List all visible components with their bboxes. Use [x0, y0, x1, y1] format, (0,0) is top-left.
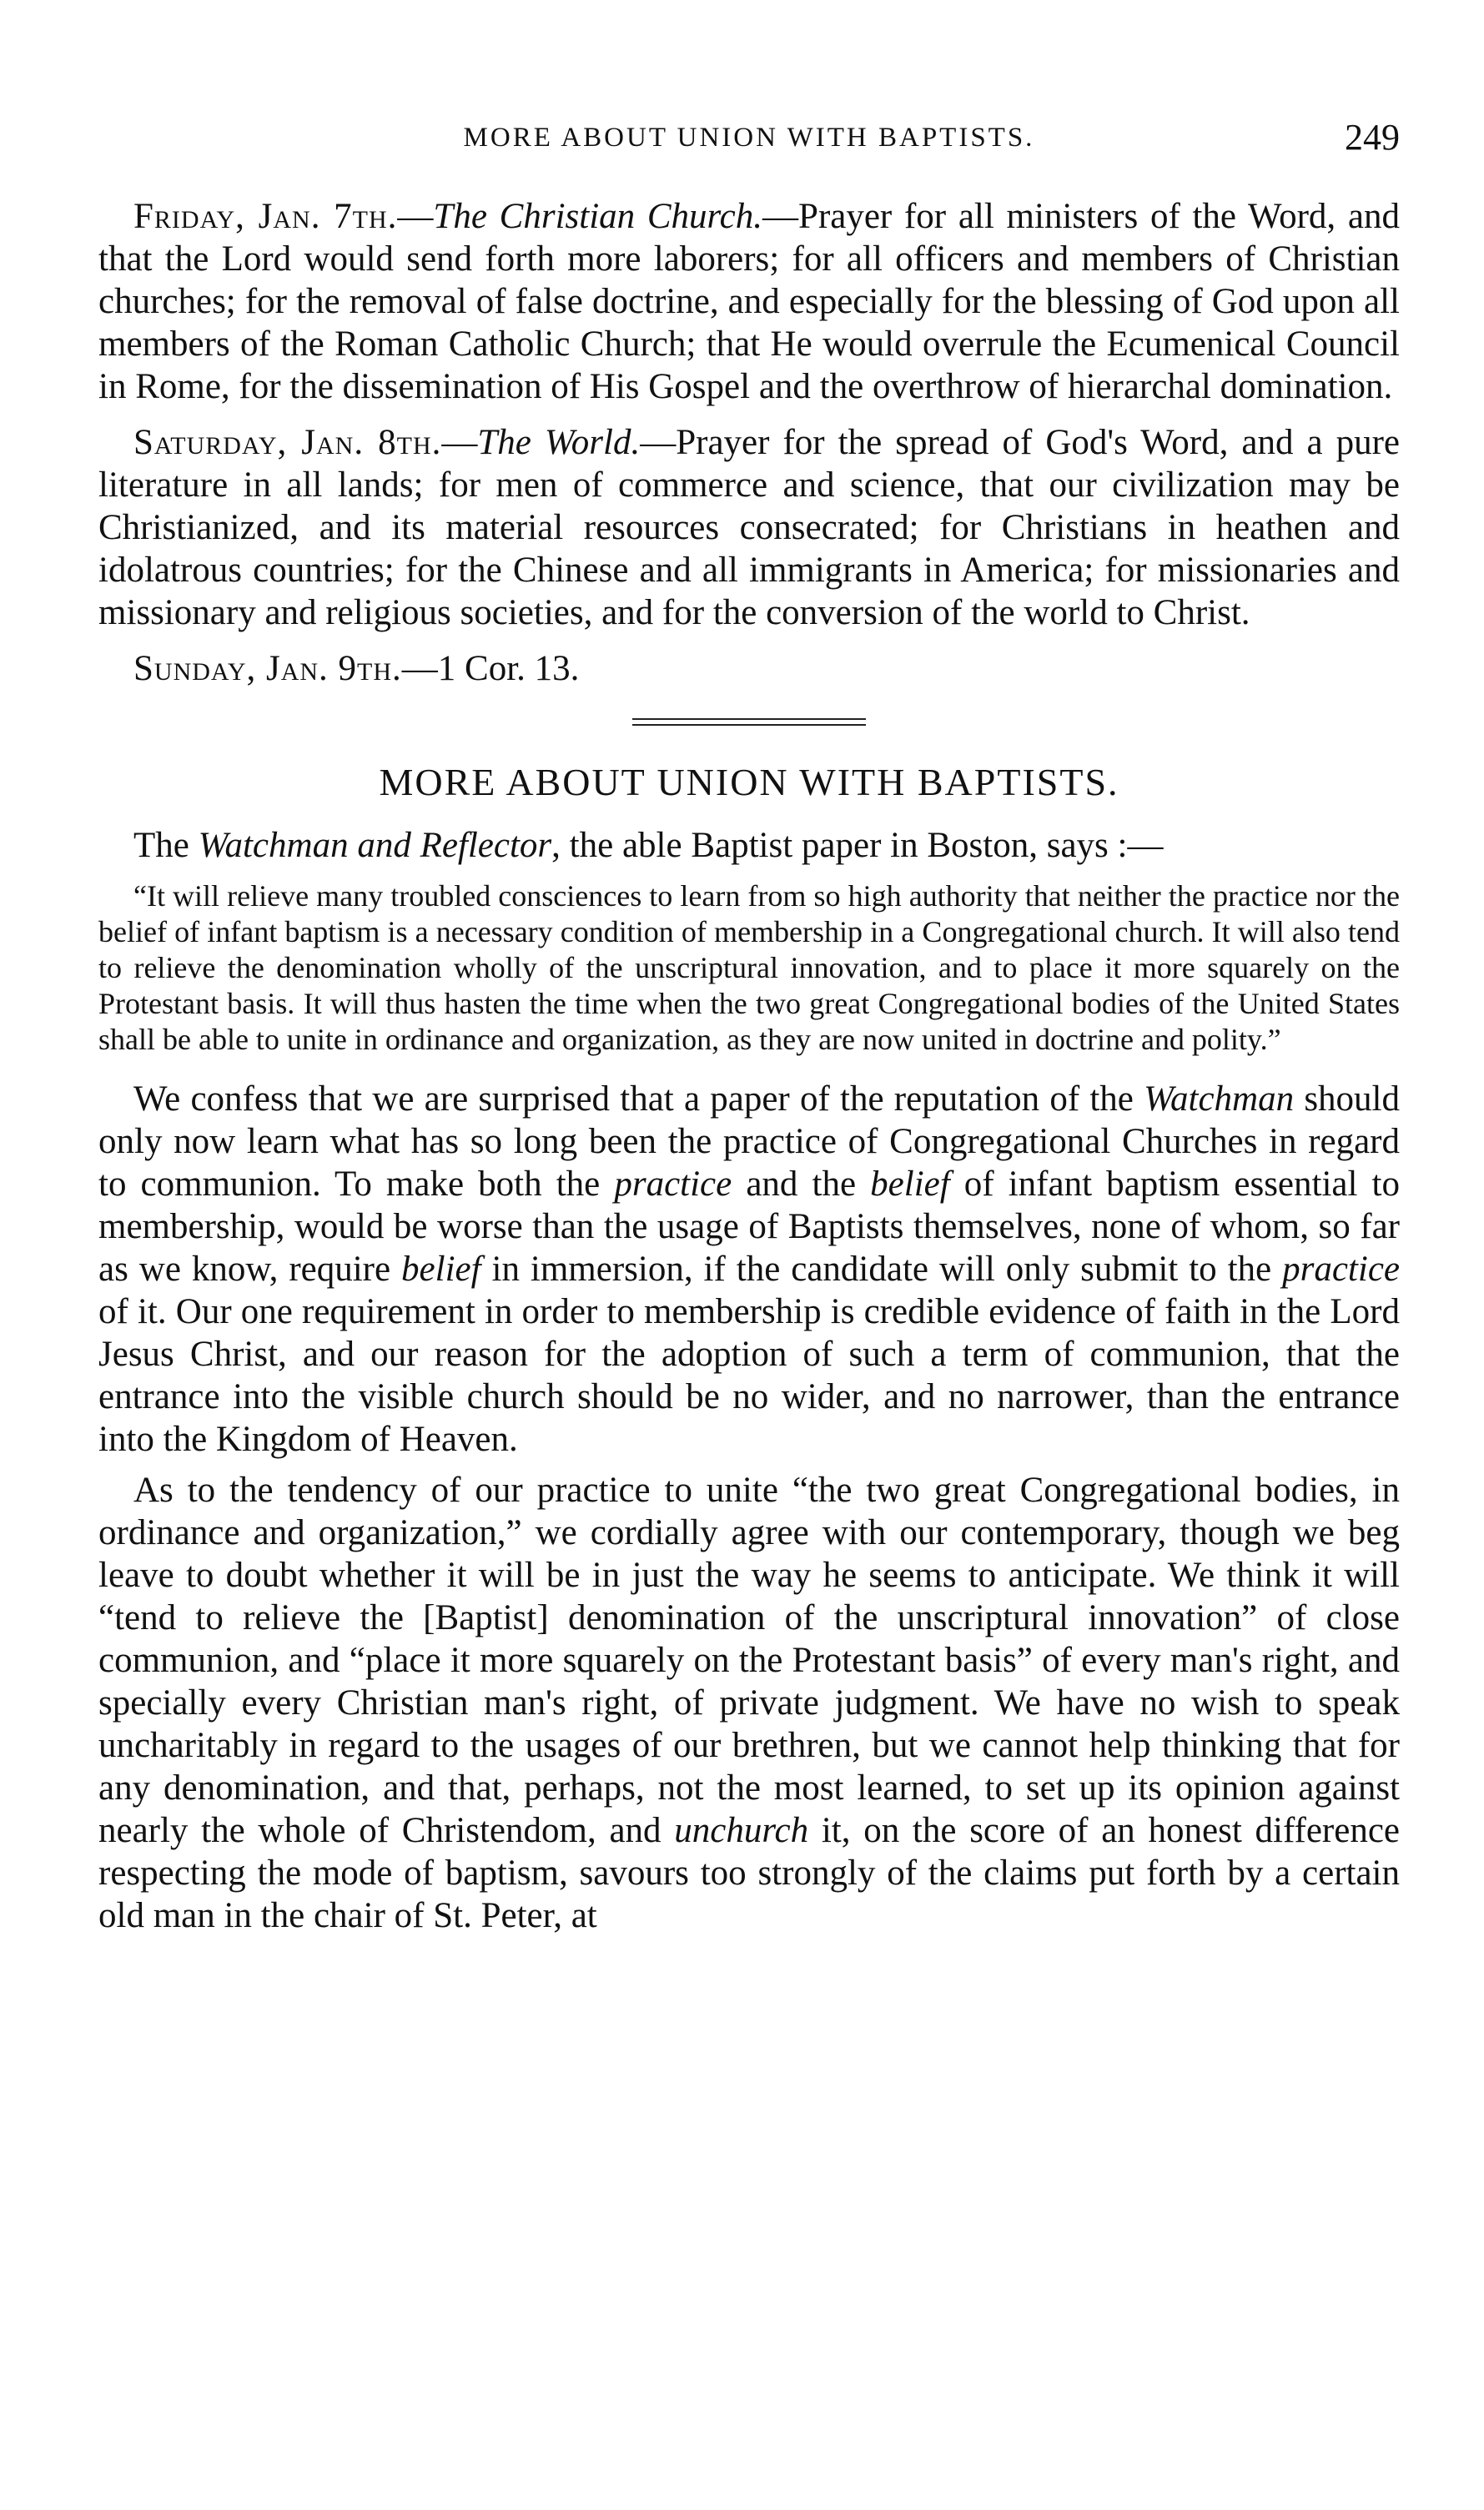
article-title: MORE ABOUT UNION WITH BAPTISTS.: [379, 761, 1119, 803]
text-run: in immersion, if the candidate will only submit to the: [480, 1250, 1283, 1289]
prayer-day-label: Friday, Jan. 7th.: [133, 197, 398, 236]
book-page: [98, 108, 1400, 1945]
divider-rule-top: [632, 718, 866, 720]
prayer-text: —Prayer for the spread of God's Word, and a pure literature in all lands; for men of commerce and science, that our civilization may be Christianized, and its material resources consecrated; for Christians in heathen and idolatrous countries; for the Chinese and all immigrants in America; for missionaries and missionary and religious societies, and for the conversion of the world to Christ.: [98, 423, 1400, 632]
prayer-entry-sunday: [98, 647, 1400, 690]
prayer-text: —1 Cor. 13.: [401, 649, 580, 688]
prayer-entry-saturday: [98, 421, 1400, 634]
running-head: [98, 108, 1400, 167]
text-run: it, on the score of an honest difference respecting the mode of baptism, savours too strongly of the claims put forth by a certain old man in the chair of St. Peter, at: [98, 1811, 1401, 1935]
text-run: As to the tendency of our practice to unite “the two great Congregational bodies, in ordinance and organization,” we cordially agree with our contemporary, though we beg leave to doubt whether it will be in just the way he seems to anticipate. We think it will “tend to relieve the [Baptist] denomination of the unscriptural innovation” of close communion, and “place it more squarely on the Protestant basis” of every man's right, and specially every Christian man's right, of private judgment. We have no wish to speak uncharitably in regard to the usages of our brethren, but we cannot help thinking that for any denomination, and that, perhaps, not the most learned, to set up its opinion against nearly the whole of Christendom, and: [98, 1471, 1400, 1850]
prayer-day-label: Sunday, Jan. 9th.: [133, 649, 402, 688]
italic-run: practice: [614, 1164, 732, 1204]
prayer-dash: —: [397, 197, 434, 236]
section-divider: [632, 718, 866, 726]
body-paragraph-2: [98, 1469, 1400, 1937]
prayer-entry-friday: [98, 195, 1400, 408]
article-lead: [98, 824, 1400, 867]
prayer-text: —Prayer for all ministers of the Word, and that the Lord would send forth more laborers; for all officers and members of Christian churches; for the removal of false doctrine, and especially for the blessing of God upon all members of the Roman Catholic Church; that He would overrule the Ecumenical Council in Rome, for the dissemination of His Gospel and the overthrow of hierarchal domination.: [98, 197, 1400, 406]
divider-rule-bottom: [632, 724, 866, 726]
italic-run: belief: [870, 1164, 950, 1204]
italic-run: belief: [401, 1250, 481, 1289]
prayer-dash: —: [441, 423, 478, 462]
newspaper-name: Watchman and Reflector: [198, 826, 552, 865]
italic-run: Watchman: [1144, 1079, 1295, 1119]
prayer-topic: The Christian Church.: [433, 197, 763, 236]
prayer-day-label: Saturday, Jan. 8th.: [133, 423, 442, 462]
italic-run: unchurch: [674, 1811, 809, 1850]
text-run: and the: [732, 1164, 871, 1204]
text-run: of it. Our one requirement in order to membership is credible evidence of faith in the Lord Jesus Christ, and our reason for the adoption of such a term of communion, that the entrance into the visible church should be no wider, and no narrower, than the entrance into the Kingdom of Heaven.: [98, 1292, 1400, 1459]
body-paragraph-1: [98, 1078, 1400, 1461]
prayer-topic: The World.: [477, 423, 641, 462]
lead-suffix: , the able Baptist paper in Boston, says :—: [551, 826, 1164, 865]
lead-prefix: The: [133, 826, 199, 865]
running-title: MORE ABOUT UNION WITH BAPTISTS.: [463, 123, 1035, 153]
block-quote: “It will relieve many troubled consciences to learn from so high authority that neither the practice nor the belief of infant baptism is a necessary condition of membership in a Congregational church. It will also tend to relieve the denomination wholly of the unscriptural innovation, and to place it more squarely on the Protestant basis. It will thus hasten the time when the two great Congregational bodies of the United States shall be able to unite in ordinance and organization, as they are now united in doctrine and polity.”: [98, 879, 1400, 1056]
italic-run: practice: [1282, 1250, 1400, 1289]
text-run: We confess that we are surprised that a paper of the reputation of the: [133, 1079, 1144, 1119]
text-run: should only now learn what has so long been the practice of Congregational Churches in regard to communion. To make both the: [98, 1079, 1400, 1204]
text-run: of infant baptism essential to membership, would be worse than the usage of Baptists themselves, none of whom, so far as we know, require: [98, 1164, 1400, 1289]
page-number: 249: [1345, 117, 1400, 158]
